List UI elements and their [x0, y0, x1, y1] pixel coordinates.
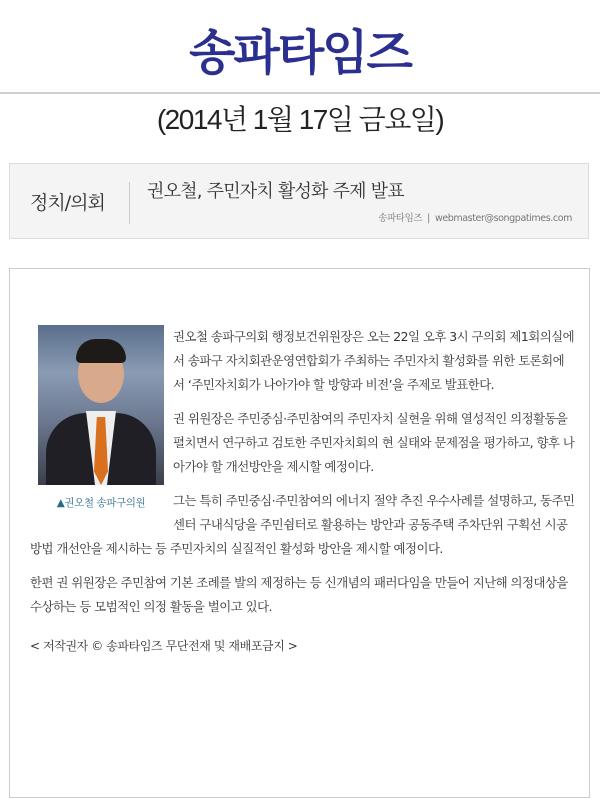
- article-category: 정치/의회: [30, 192, 105, 214]
- article-photo: [38, 325, 164, 515]
- paragraph: 권오철 송파구의회 행정보건위원장은 오는 22일 오후 3시 구의회 제1회의실에서 송파구 자치회관운영연합회가 주최하는 주민자치 활성화를 위한 토론회에서 ‘주민자치회가 나아가야 할 방향과 비전’을 주제로 발표한다.: [173, 329, 575, 392]
- paragraph: 한편 권 위원장은 주민참여 기본 조례를 발의 제정하는 등 신개념의 패러다임을 만들어 지난해 의정대상을 수상하는 등 모범적인 의정 활동을 벌이고 있다.: [30, 575, 568, 614]
- article-header: [9, 163, 589, 239]
- site-logo[interactable]: 송파타임즈: [189, 25, 411, 81]
- byline: [378, 210, 572, 224]
- header-separator: [129, 182, 130, 224]
- article-body-box: [9, 268, 590, 798]
- issue-date: (2014년 1월 17일 금요일): [156, 104, 444, 135]
- copyright-notice: < 저작권자 © 송파타임즈 무단전재 및 재배포금지 >: [30, 639, 298, 653]
- paragraph: 권 위원장은 주민중심·주민참여의 주민자치 실현을 위해 열성적인 의정활동을 펼치면서 연구하고 검토한 주민자치회의 현 실태와 문제점을 평가하고, 향후 나아가야 할 개선방안을 제시할 예정이다.: [173, 411, 575, 474]
- byline-email[interactable]: webmaster@songpatimes.com: [434, 213, 572, 224]
- byline-separator: |: [427, 213, 430, 224]
- portrait-image: [38, 325, 164, 485]
- article-title: 권오철, 주민자치 활성화 주제 발표: [147, 181, 404, 202]
- paragraph: 그는 특히 주민중심·주민참여의 에너지 절약 추진 우수사례를 설명하고, 동주민센터 구내식당을 주민쉼터로 활용하는 방안과 공동주택 주차단위 구획선 시공방법 개선안을 제시하는 등 주민자치의 실질적인 활성화 방안을 제시할 예정이다.: [30, 493, 575, 556]
- photo-caption: ▲권오철 송파구의원: [56, 497, 146, 509]
- article-body: [30, 325, 575, 629]
- divider: [0, 92, 600, 94]
- byline-source: 송파타임즈: [378, 213, 423, 224]
